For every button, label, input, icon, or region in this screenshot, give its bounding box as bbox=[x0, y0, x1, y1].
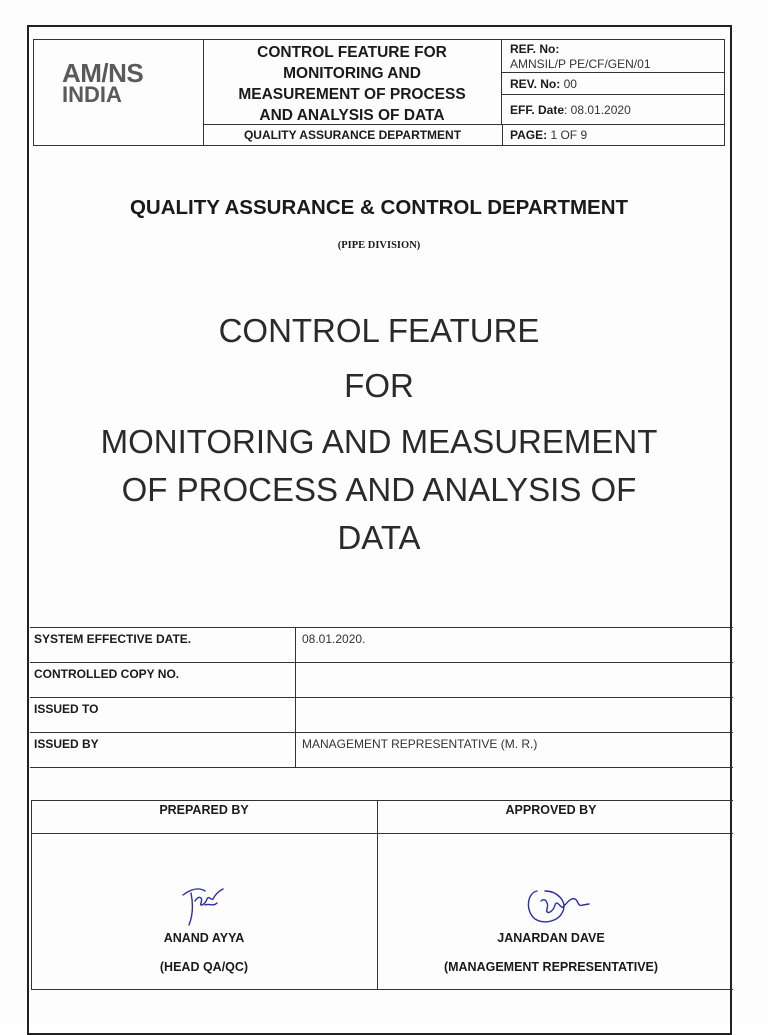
page-cell bbox=[502, 125, 724, 145]
prepared-signature bbox=[177, 881, 227, 927]
header-divider bbox=[31, 833, 733, 834]
header-title-line: MEASUREMENT OF PROCESS bbox=[238, 86, 466, 103]
prepared-by-role: (HEAD QA/QC) bbox=[159, 960, 249, 974]
eff-date-cell bbox=[502, 95, 724, 125]
rev-no-cell bbox=[502, 73, 724, 95]
row-value: 08.01.2020. bbox=[302, 632, 366, 646]
eff-date-label: EFF. Date bbox=[510, 103, 565, 117]
approved-signature bbox=[523, 883, 593, 927]
prepared-by-heading: PREPARED BY bbox=[159, 803, 249, 817]
header-title-line: AND ANALYSIS OF DATA bbox=[259, 107, 445, 124]
page-label: PAGE: bbox=[510, 128, 548, 142]
header-department: QUALITY ASSURANCE DEPARTMENT bbox=[203, 125, 503, 145]
rev-no-value: 00 bbox=[563, 77, 577, 91]
row-label: CONTROLLED COPY NO. bbox=[34, 667, 180, 681]
column-divider bbox=[295, 698, 296, 733]
row-label: ISSUED BY bbox=[34, 737, 99, 751]
table-row bbox=[30, 732, 733, 767]
department-heading: QUALITY ASSURANCE & CONTROL DEPARTMENT bbox=[129, 196, 629, 219]
doc-title-line: OF PROCESS AND ANALYSIS OF bbox=[121, 471, 637, 508]
ref-no-value: AMNSIL/P PE/CF/GEN/01 bbox=[510, 57, 651, 71]
eff-date-value: : 08.01.2020 bbox=[564, 103, 631, 117]
doc-title-line: MONITORING AND MEASUREMENT bbox=[100, 423, 658, 460]
table-bottom-rule bbox=[30, 767, 733, 768]
signature-table bbox=[31, 800, 733, 990]
ref-no-cell bbox=[502, 40, 724, 73]
doc-title-line: CONTROL FEATURE bbox=[218, 312, 540, 349]
doc-title-line: DATA bbox=[337, 519, 421, 556]
row-value: MANAGEMENT REPRESENTATIVE (M. R.) bbox=[302, 737, 538, 751]
division-label: (PIPE DIVISION) bbox=[337, 240, 421, 251]
logo-line-2: INDIA bbox=[62, 82, 122, 107]
doc-title-line: FOR bbox=[344, 367, 414, 404]
header-table bbox=[33, 39, 725, 146]
approved-by-role: (MANAGEMENT REPRESENTATIVE) bbox=[443, 960, 659, 974]
header-title bbox=[203, 40, 502, 125]
column-divider bbox=[295, 663, 296, 698]
logo-cell bbox=[34, 40, 204, 145]
logo-line-1: AM/NS bbox=[62, 58, 144, 88]
header-title-line: MONITORING AND bbox=[283, 65, 421, 82]
page-value: 1 OF 9 bbox=[550, 128, 588, 142]
company-logo bbox=[62, 58, 144, 107]
row-label: ISSUED TO bbox=[34, 702, 99, 716]
rev-no-label: REV. No: bbox=[510, 77, 561, 91]
ref-no-label: REF. No: bbox=[510, 42, 560, 56]
column-divider bbox=[295, 733, 296, 768]
header-title-line: CONTROL FEATURE FOR bbox=[257, 44, 447, 61]
approved-by-heading: APPROVED BY bbox=[505, 803, 597, 817]
column-divider bbox=[295, 628, 296, 663]
row-label: SYSTEM EFFECTIVE DATE. bbox=[34, 632, 192, 646]
table-row bbox=[30, 662, 733, 697]
table-row bbox=[30, 627, 733, 662]
table-row bbox=[30, 697, 733, 732]
prepared-by-name: ANAND AYYA bbox=[163, 931, 245, 945]
approved-by-name: JANARDAN DAVE bbox=[497, 931, 605, 945]
